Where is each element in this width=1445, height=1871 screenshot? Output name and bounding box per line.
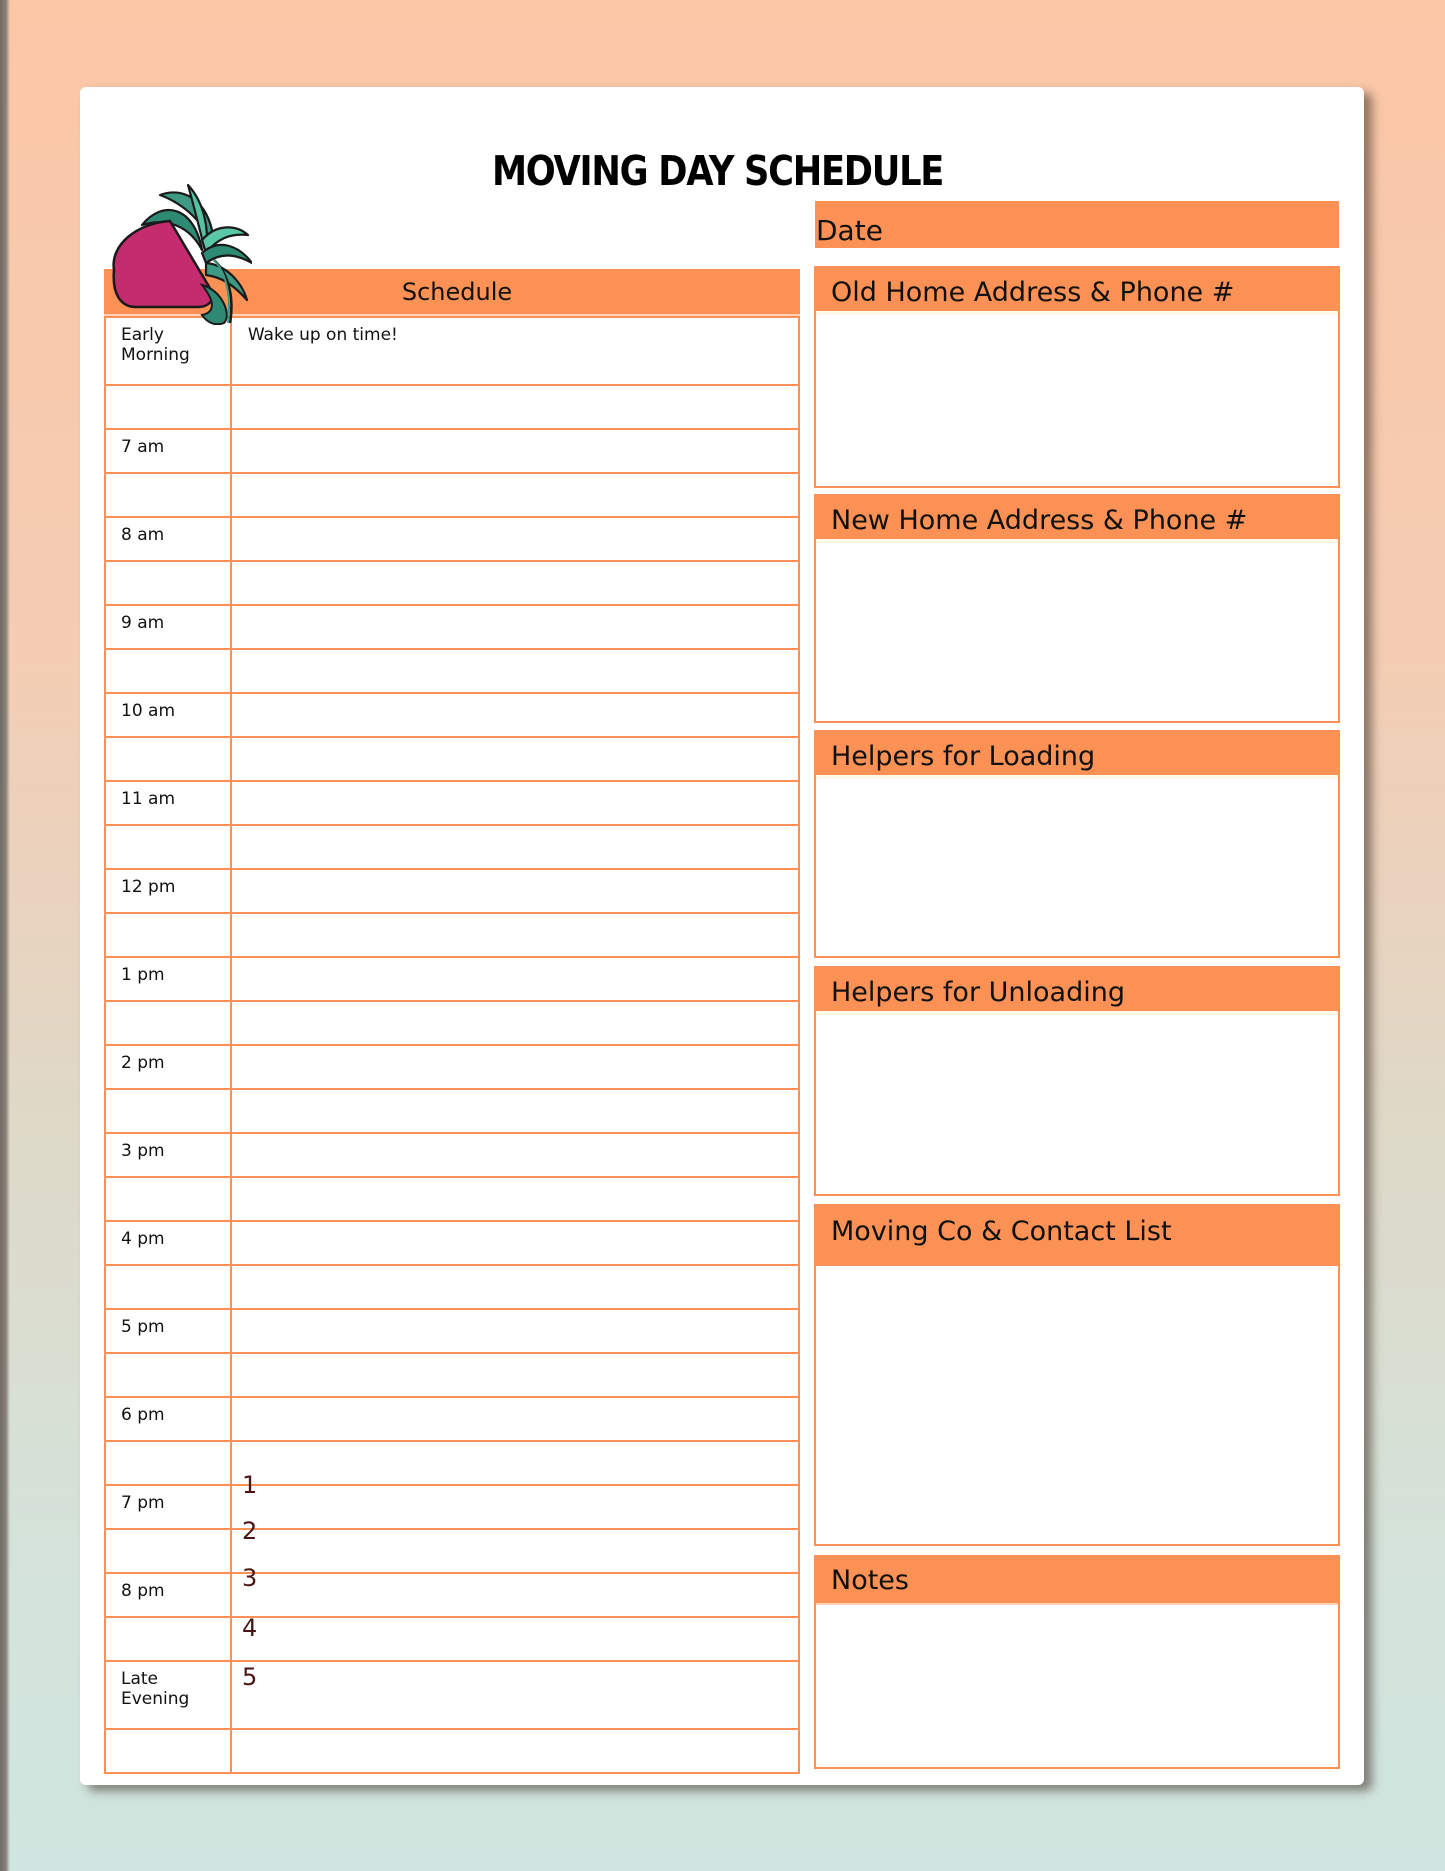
moving-co-label: Moving Co & Contact List xyxy=(831,1216,1172,1247)
new-home-panel xyxy=(814,494,1340,723)
time-cell xyxy=(105,1529,231,1573)
overlay-number: 5 xyxy=(242,1663,258,1691)
overlay-number: 3 xyxy=(242,1564,258,1592)
task-cell[interactable] xyxy=(231,869,799,913)
task-cell[interactable] xyxy=(231,429,799,473)
task-cell[interactable] xyxy=(231,605,799,649)
notes-label: Notes xyxy=(831,1565,909,1596)
table-row xyxy=(105,825,799,869)
time-cell: 9 am xyxy=(105,605,231,649)
table-row xyxy=(105,693,799,737)
time-cell: 7 am xyxy=(105,429,231,473)
time-cell: 5 pm xyxy=(105,1309,231,1353)
task-cell[interactable] xyxy=(231,385,799,429)
task-cell[interactable] xyxy=(231,1573,799,1617)
table-row xyxy=(105,473,799,517)
table-row xyxy=(105,1729,799,1773)
table-row xyxy=(105,869,799,913)
task-cell[interactable] xyxy=(231,649,799,693)
task-cell[interactable] xyxy=(231,1309,799,1353)
task-cell[interactable] xyxy=(231,1001,799,1045)
old-home-panel xyxy=(814,266,1340,488)
table-row xyxy=(105,1133,799,1177)
time-cell xyxy=(105,1265,231,1309)
time-cell: 6 pm xyxy=(105,1397,231,1441)
time-cell xyxy=(105,737,231,781)
notes-panel xyxy=(814,1555,1340,1769)
schedule-header-label: Schedule xyxy=(401,278,513,306)
time-cell xyxy=(105,1353,231,1397)
table-row xyxy=(105,737,799,781)
notes-field[interactable] xyxy=(816,1605,1338,1764)
table-row xyxy=(105,517,799,561)
helpers-loading-label: Helpers for Loading xyxy=(831,741,1096,772)
task-cell[interactable] xyxy=(231,1221,799,1265)
task-cell[interactable] xyxy=(231,1485,799,1529)
table-row xyxy=(105,1573,799,1617)
time-cell xyxy=(105,1617,231,1661)
task-cell[interactable]: Wake up on time! xyxy=(231,317,799,385)
table-row xyxy=(105,1485,799,1529)
table-row xyxy=(105,1309,799,1353)
task-cell[interactable] xyxy=(231,1177,799,1221)
notes-header xyxy=(816,1557,1338,1605)
overlay-number: 2 xyxy=(242,1517,258,1545)
time-cell xyxy=(105,1089,231,1133)
overlay-number: 4 xyxy=(242,1614,258,1642)
time-cell xyxy=(105,1441,231,1485)
helpers-loading-panel xyxy=(814,730,1340,958)
potted-plant-icon xyxy=(102,165,252,325)
task-cell[interactable] xyxy=(231,957,799,1001)
table-row xyxy=(105,957,799,1001)
new-home-header xyxy=(816,496,1338,543)
page-title: MOVING DAY SCHEDULE xyxy=(492,147,944,195)
task-cell[interactable] xyxy=(231,1661,799,1729)
time-cell xyxy=(105,385,231,429)
table-row xyxy=(105,317,799,385)
task-cell[interactable] xyxy=(231,1045,799,1089)
task-cell[interactable] xyxy=(231,1133,799,1177)
table-row xyxy=(105,605,799,649)
task-cell[interactable] xyxy=(231,1397,799,1441)
table-row xyxy=(105,385,799,429)
time-cell: Late Evening xyxy=(105,1661,231,1729)
table-row xyxy=(105,781,799,825)
old-home-field[interactable] xyxy=(816,315,1338,482)
time-cell xyxy=(105,1729,231,1773)
time-cell: 8 am xyxy=(105,517,231,561)
time-cell xyxy=(105,1177,231,1221)
table-row xyxy=(105,1001,799,1045)
task-cell[interactable] xyxy=(231,473,799,517)
task-cell[interactable] xyxy=(231,1353,799,1397)
table-row xyxy=(105,1441,799,1485)
task-cell[interactable] xyxy=(231,737,799,781)
time-cell xyxy=(105,649,231,693)
time-cell: 2 pm xyxy=(105,1045,231,1089)
table-row xyxy=(105,1221,799,1265)
table-row xyxy=(105,1177,799,1221)
time-cell: 8 pm xyxy=(105,1573,231,1617)
table-row xyxy=(105,429,799,473)
planner-page xyxy=(80,87,1364,1785)
table-row xyxy=(105,1397,799,1441)
table-row xyxy=(105,1529,799,1573)
task-cell[interactable] xyxy=(231,825,799,869)
table-row xyxy=(105,1661,799,1729)
helpers-unloading-panel xyxy=(814,966,1340,1196)
time-cell: 11 am xyxy=(105,781,231,825)
time-cell: 1 pm xyxy=(105,957,231,1001)
date-field[interactable] xyxy=(815,201,1339,248)
helpers-unloading-header xyxy=(816,968,1338,1015)
time-cell: 10 am xyxy=(105,693,231,737)
time-cell: 3 pm xyxy=(105,1133,231,1177)
moving-co-field[interactable] xyxy=(816,1266,1338,1553)
time-cell: 12 pm xyxy=(105,869,231,913)
task-cell[interactable] xyxy=(231,781,799,825)
time-cell xyxy=(105,825,231,869)
new-home-label: New Home Address & Phone # xyxy=(831,505,1248,536)
table-row xyxy=(105,649,799,693)
time-cell xyxy=(105,561,231,605)
time-cell xyxy=(105,913,231,957)
task-cell[interactable] xyxy=(231,913,799,957)
task-cell[interactable] xyxy=(231,1265,799,1309)
old-home-header xyxy=(816,268,1338,315)
time-cell: 4 pm xyxy=(105,1221,231,1265)
table-row xyxy=(105,913,799,957)
table-row xyxy=(105,1045,799,1089)
moving-co-header xyxy=(816,1206,1338,1266)
table-row xyxy=(105,561,799,605)
task-cell[interactable] xyxy=(231,1729,799,1773)
task-cell[interactable] xyxy=(231,1089,799,1133)
time-cell: 7 pm xyxy=(105,1485,231,1529)
task-cell[interactable] xyxy=(231,561,799,605)
helpers-unloading-field[interactable] xyxy=(816,1015,1338,1190)
time-cell: Early Morning xyxy=(105,317,231,385)
screen-edge-shadow xyxy=(0,0,10,1871)
table-row xyxy=(105,1617,799,1661)
time-cell xyxy=(105,473,231,517)
time-cell xyxy=(105,1001,231,1045)
helpers-loading-header xyxy=(816,732,1338,779)
table-row xyxy=(105,1089,799,1133)
date-label: Date xyxy=(816,214,883,247)
helpers-loading-field[interactable] xyxy=(816,779,1338,952)
table-row xyxy=(105,1265,799,1309)
task-cell[interactable] xyxy=(231,693,799,737)
task-cell[interactable] xyxy=(231,517,799,561)
old-home-label: Old Home Address & Phone # xyxy=(831,277,1235,308)
new-home-field[interactable] xyxy=(816,543,1338,717)
moving-co-panel xyxy=(814,1204,1340,1546)
task-cell[interactable] xyxy=(231,1441,799,1485)
schedule-table xyxy=(104,316,800,1774)
task-cell[interactable] xyxy=(231,1617,799,1661)
task-cell[interactable] xyxy=(231,1529,799,1573)
helpers-unloading-label: Helpers for Unloading xyxy=(831,977,1125,1008)
table-row xyxy=(105,1353,799,1397)
overlay-number: 1 xyxy=(242,1471,258,1499)
